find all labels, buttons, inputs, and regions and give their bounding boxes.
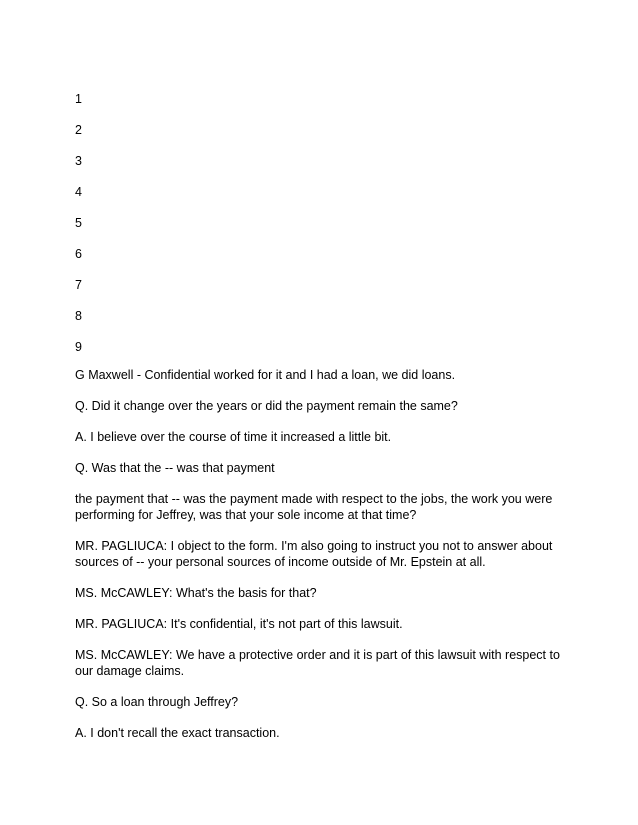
transcript-paragraph: Q. So a loan through Jeffrey? [75, 695, 239, 709]
transcript-body [75, 367, 565, 756]
transcript-paragraph: MR. PAGLIUCA: It's confidential, it's not part of this lawsuit. [75, 617, 403, 631]
transcript-paragraph: MR. PAGLIUCA: I object to the form. I'm also going to instruct you not to answer about sources of -- your personal sources of income outside of Mr. Epstein at all. [75, 539, 553, 569]
line-number: 1 [75, 92, 82, 106]
line-number: 7 [75, 278, 82, 292]
transcript-paragraph: A. I believe over the course of time it increased a little bit. [75, 430, 392, 444]
transcript-paragraph: MS. McCAWLEY: We have a protective order and it is part of this lawsuit with respect to our damage claims. [75, 648, 560, 678]
line-number: 5 [75, 216, 82, 230]
transcript-paragraph: the payment that -- was the payment made with respect to the jobs, the work you were performing for Jeffrey, was that your sole income at that time? [75, 492, 553, 522]
line-number: 4 [75, 185, 82, 199]
transcript-paragraph: Q. Did it change over the years or did the payment remain the same? [75, 399, 458, 413]
line-number-column [75, 91, 115, 370]
line-number: 2 [75, 123, 82, 137]
line-number: 3 [75, 154, 82, 168]
line-number: 6 [75, 247, 82, 261]
transcript-paragraph: MS. McCAWLEY: What's the basis for that? [75, 586, 317, 600]
line-number: 8 [75, 309, 82, 323]
transcript-paragraph: Q. Was that the -- was that payment [75, 461, 275, 475]
transcript-paragraph: A. I don't recall the exact transaction. [75, 726, 280, 740]
line-number: 9 [75, 340, 82, 354]
transcript-paragraph: G Maxwell - Confidential worked for it and I had a loan, we did loans. [75, 368, 456, 382]
